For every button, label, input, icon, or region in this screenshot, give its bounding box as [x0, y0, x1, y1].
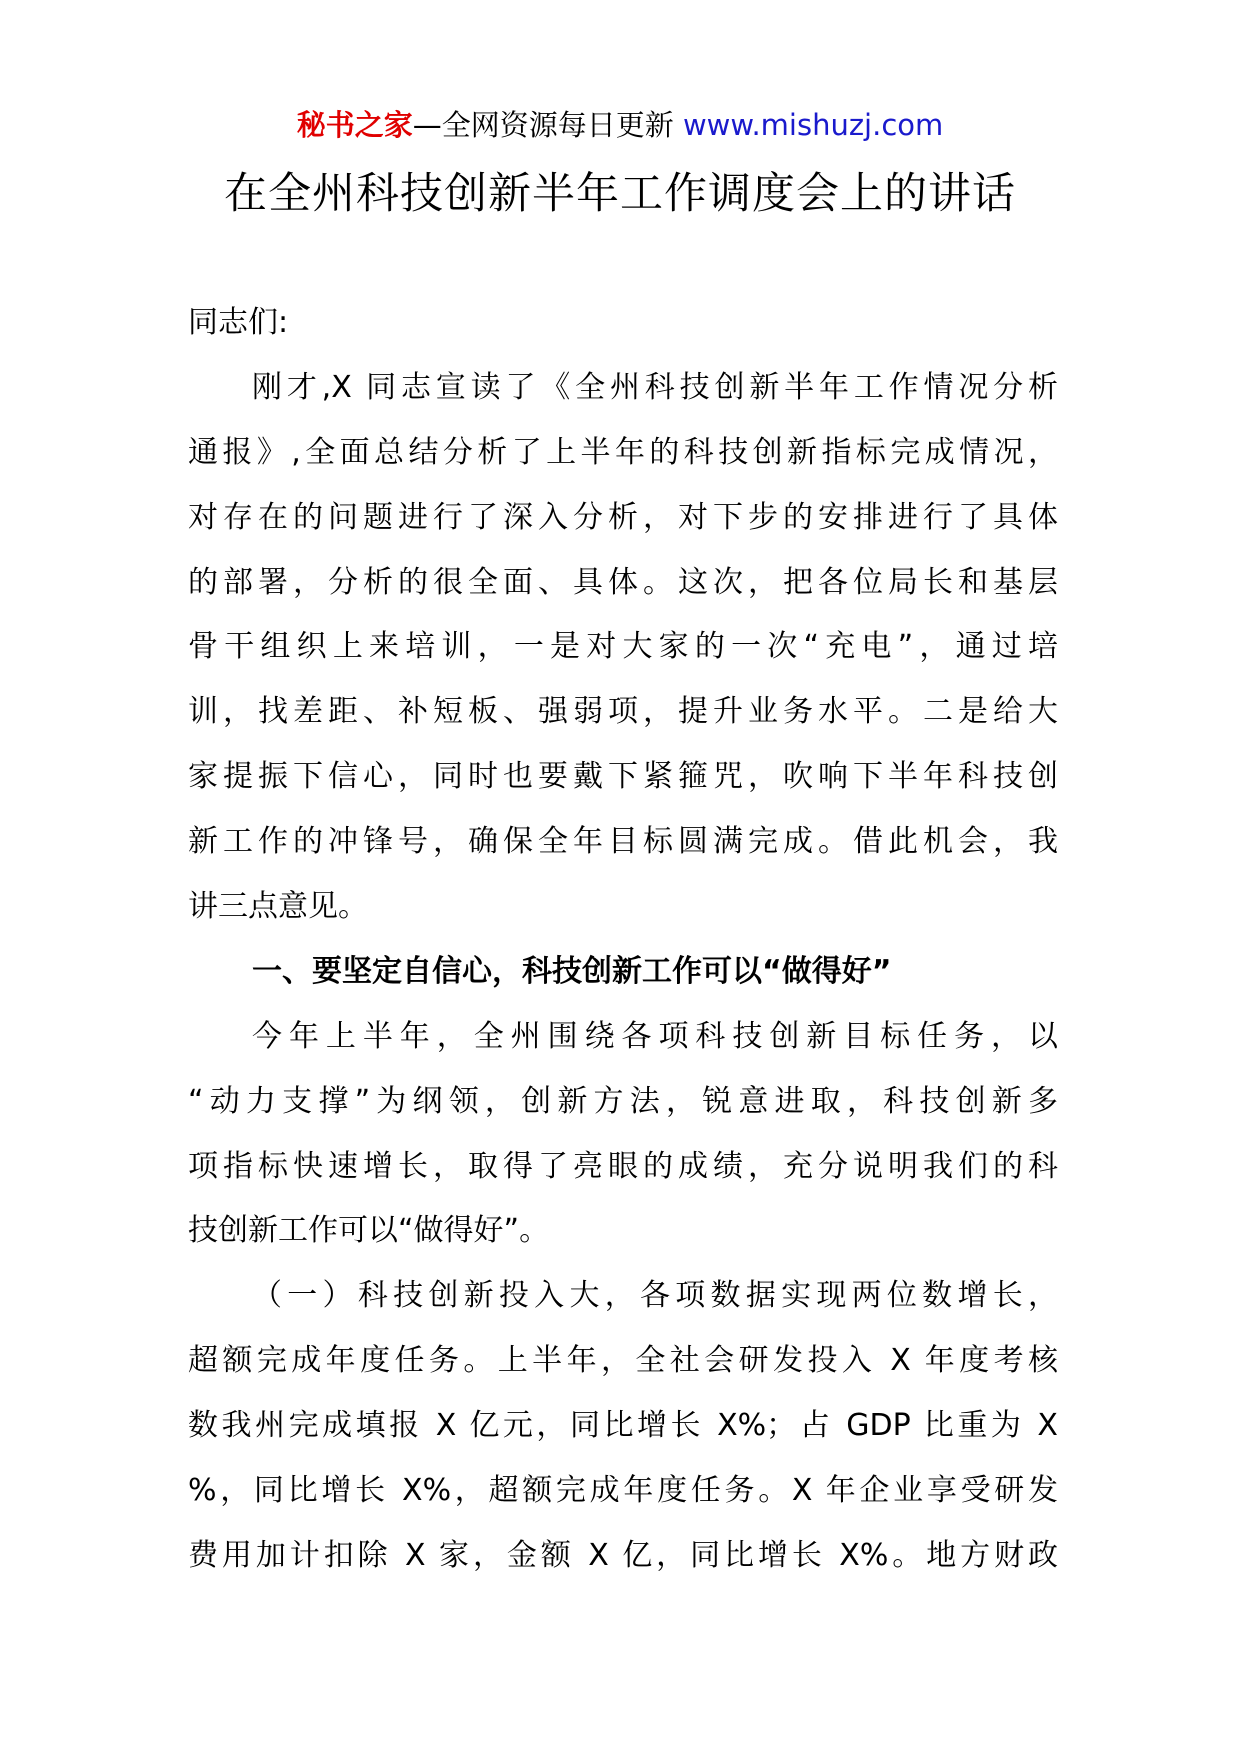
body-text-line: 家提振下信心，同时也要戴下紧箍咒，吹响下半年科技创 [188, 759, 1058, 795]
section-heading-line: 一、要坚定自信心，科技创新工作可以“做得好” [252, 953, 892, 989]
document-body [188, 291, 1058, 1589]
body-text-line: 今年上半年，全州围绕各项科技创新目标任务，以 [252, 1018, 1058, 1054]
site-header [0, 103, 1240, 147]
site-slogan: —全网资源每日更新 [412, 108, 683, 142]
body-text-line: （一）科技创新投入大，各项数据实现两位数增长， [252, 1278, 1058, 1314]
body-text-line: 超额完成年度任务。上半年，全社会研发投入 X 年度考核 [188, 1343, 1058, 1379]
body-text-line: 数我州完成填报 X 亿元，同比增长 X%；占 GDP 比重为 X [188, 1408, 1058, 1444]
document-title: 在全州科技创新半年工作调度会上的讲话 [224, 169, 1016, 219]
body-text-line: 同志们: [188, 305, 289, 340]
body-text-line: 骨干组织上来培训，一是对大家的一次“充电”，通过培 [188, 629, 1058, 665]
body-text-line: 对存在的问题进行了深入分析，对下步的安排进行了具体 [188, 499, 1058, 535]
body-text-line: %，同比增长 X%，超额完成年度任务。X 年企业享受研发 [188, 1473, 1058, 1509]
body-text-line: 通报》,全面总结分析了上半年的科技创新指标完成情况， [188, 434, 1058, 470]
body-text-line: 新工作的冲锋号，确保全年目标圆满完成。借此机会，我 [188, 824, 1058, 860]
body-text-line: 讲三点意见。 [188, 889, 368, 925]
site-brand: 秘书之家 [296, 108, 413, 142]
site-url-link[interactable]: www.mishuzj.com [682, 108, 944, 142]
body-text-line: 的部署，分析的很全面、具体。这次，把各位局长和基层 [188, 564, 1058, 600]
body-text-line: 刚才,X 同志宣读了《全州科技创新半年工作情况分析 [252, 369, 1058, 405]
body-text-line: 费用加计扣除 X 家，金额 X 亿，同比增长 X%。地方财政 [188, 1537, 1058, 1573]
body-text-line: 训，找差距、补短板、强弱项，提升业务水平。二是给大 [188, 694, 1058, 730]
body-text-line: “动力支撑”为纲领，创新方法，锐意进取，科技创新多 [188, 1083, 1058, 1119]
body-text-line: 技创新工作可以“做得好”。 [188, 1213, 550, 1249]
body-text-line: 项指标快速增长，取得了亮眼的成绩，充分说明我们的科 [188, 1148, 1058, 1184]
